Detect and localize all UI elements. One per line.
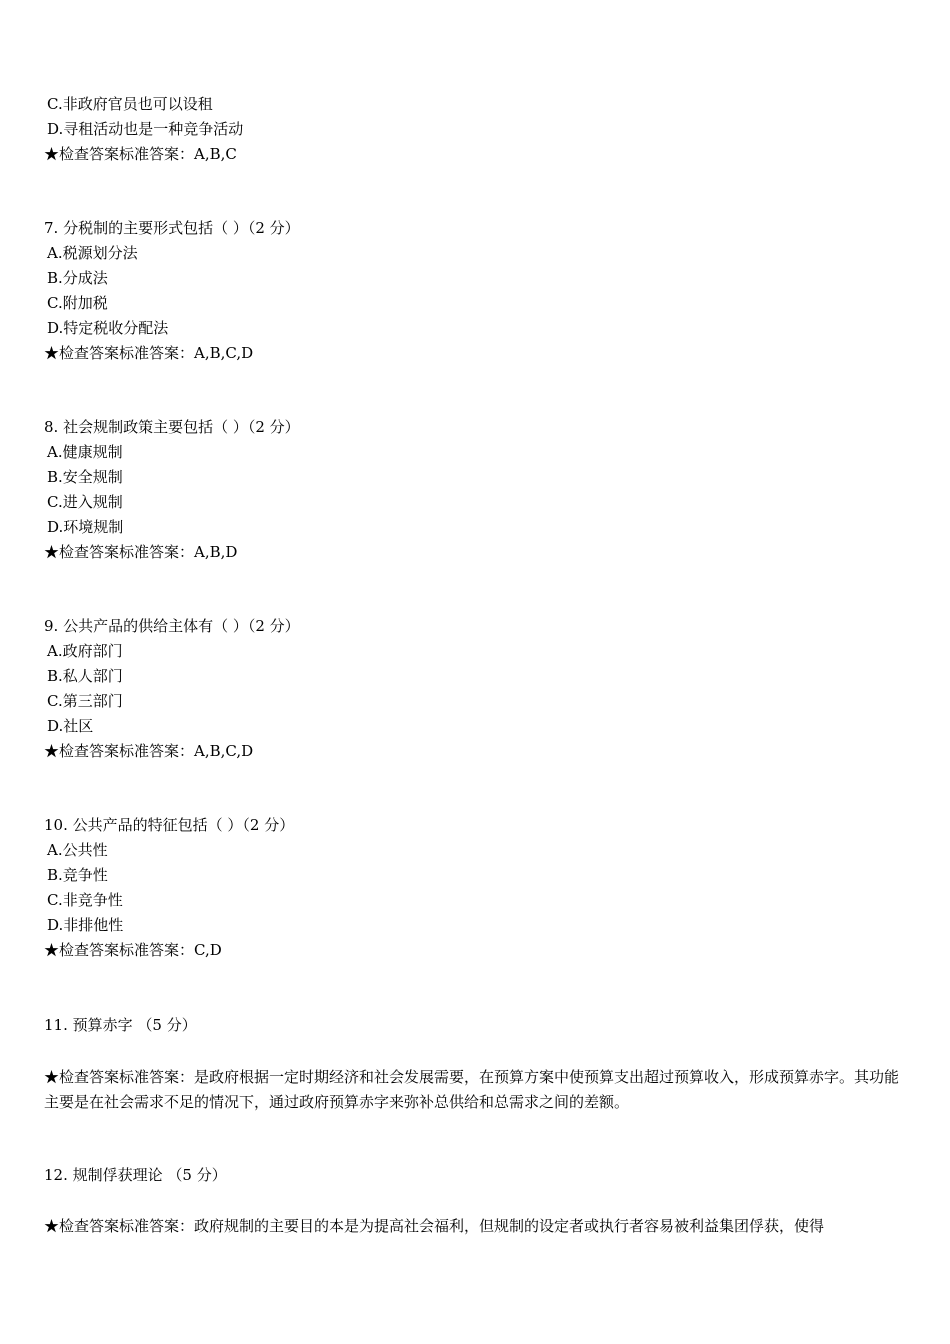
question-title-8: 8. 社会规制政策主要包括（ ）（2 分） xyxy=(44,418,300,436)
option-a: A.健康规制 xyxy=(47,443,123,461)
option-b: B.私人部门 xyxy=(47,667,123,685)
option-b: B.竞争性 xyxy=(47,866,108,884)
answer-line: ★检查答案标准答案：A,B,C,D xyxy=(44,742,254,760)
answer-paragraph: ★检查答案标准答案：是政府根据一定时期经济和社会发展需要，在预算方案中使预算支出超过预算收入，形成预算赤字。其功能主要是在社会需求不足的情况下，通过政府预算赤字来弥补总供给和总需求之间的差额。 xyxy=(44,1068,900,1111)
option-a: A.公共性 xyxy=(47,841,108,859)
option-c: C.非竞争性 xyxy=(47,891,123,909)
question-title-11: 11. 预算赤字 （5 分） xyxy=(44,1016,197,1034)
answer-line: ★检查答案标准答案：C,D xyxy=(44,941,222,959)
option-d: D.环境规制 xyxy=(47,518,124,536)
option-a: A.税源划分法 xyxy=(47,244,138,262)
question-title-12: 12. 规制俘获理论 （5 分） xyxy=(44,1166,227,1184)
option-d: D.寻租活动也是一种竞争活动 xyxy=(47,120,244,138)
answer-line: ★检查答案标准答案：A,B,C xyxy=(44,145,237,163)
question-title-9: 9. 公共产品的供给主体有（ ）（2 分） xyxy=(44,617,300,635)
option-b: B.分成法 xyxy=(47,269,108,287)
option-d: D.社区 xyxy=(47,717,94,735)
option-c: C.第三部门 xyxy=(47,692,123,710)
option-c: C.非政府官员也可以设租 xyxy=(47,95,213,113)
question-title-7: 7. 分税制的主要形式包括（ ）（2 分） xyxy=(44,219,300,237)
option-c: C.进入规制 xyxy=(47,493,123,511)
option-d: D.非排他性 xyxy=(47,916,124,934)
option-b: B.安全规制 xyxy=(47,468,123,486)
answer-line: ★检查答案标准答案：A,B,D xyxy=(44,543,238,561)
option-c: C.附加税 xyxy=(47,294,108,312)
answer-line: ★检查答案标准答案：A,B,C,D xyxy=(44,344,254,362)
option-d: D.特定税收分配法 xyxy=(47,319,169,337)
option-a: A.政府部门 xyxy=(47,642,123,660)
answer-paragraph: ★检查答案标准答案：政府规制的主要目的本是为提高社会福利，但规制的设定者或执行者容易被利益集团俘获，使得 xyxy=(44,1217,825,1235)
question-title-10: 10. 公共产品的特征包括（ ）（2 分） xyxy=(44,816,295,834)
